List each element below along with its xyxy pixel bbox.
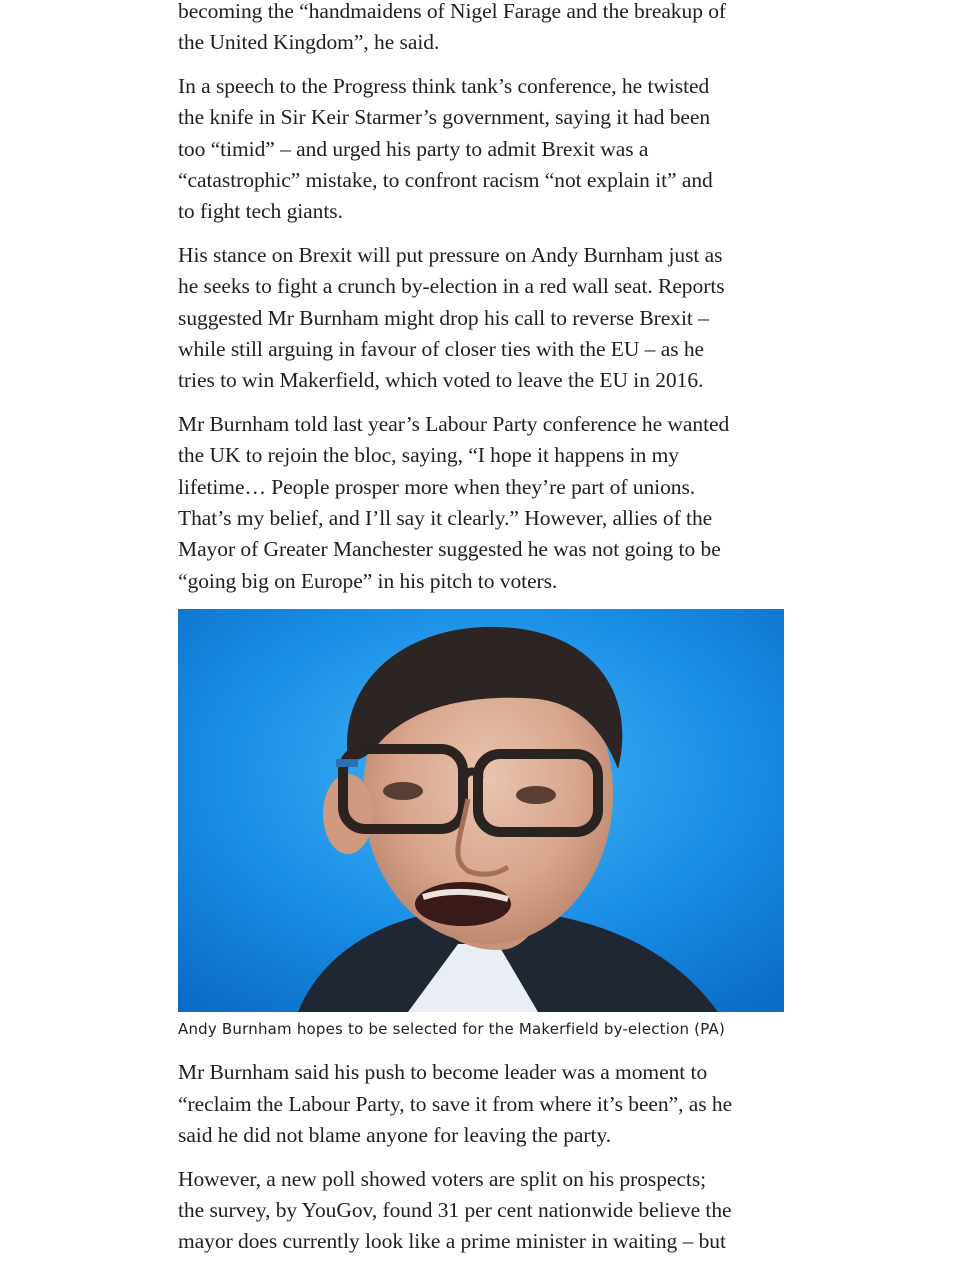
paragraph-line: suggested Mr Burnham might drop his call to reverse Brexit – (178, 305, 709, 330)
paragraph-line: the UK to rejoin the bloc, saying, “I hope it happens in my (178, 443, 679, 468)
article-paragraph (178, 409, 784, 597)
article-paragraph (178, 71, 784, 227)
paragraph-line: he seeks to fight a crunch by-election in a red wall seat. Reports (178, 274, 725, 299)
article-photo[interactable] (178, 609, 784, 1012)
article-figure (178, 609, 784, 1039)
article-paragraph (178, 1057, 784, 1151)
paragraph-line: mayor does currently look like a prime minister in waiting – but (178, 1229, 726, 1254)
paragraph-line: Mr Burnham said his push to become leader was a moment to (178, 1060, 708, 1085)
paragraph-line: However, a new poll showed voters are split on his prospects; (178, 1166, 707, 1191)
paragraph-line: too “timid” – and urged his party to admit Brexit was a (178, 136, 649, 161)
paragraph-line: while still arguing in favour of closer ties with the EU – as he (178, 336, 705, 361)
paragraph-line: “reclaim the Labour Party, to save it from where it’s been”, as he (178, 1091, 733, 1116)
paragraph-line: to fight tech giants. (178, 199, 343, 224)
paragraph-line: In a speech to the Progress think tank’s conference, he twisted (178, 74, 710, 99)
paragraph-line: Mr Burnham told last year’s Labour Party conference he wanted (178, 412, 730, 437)
paragraph-line: the knife in Sir Keir Starmer’s government, saying it had been (178, 105, 711, 130)
paragraph-line: His stance on Brexit will put pressure on Andy Burnham just as (178, 243, 723, 268)
paragraph-line: “catastrophic” mistake, to confront racism “not explain it” and (178, 167, 713, 192)
paragraph-line: becoming the “handmaidens of Nigel Farage and the breakup of (178, 0, 727, 23)
paragraph-line: That’s my belief, and I’ll say it clearly.” However, allies of the (178, 505, 713, 530)
paragraph-line: said he did not blame anyone for leaving the party. (178, 1122, 612, 1147)
paragraph-line: Mayor of Greater Manchester suggested he was not going to be (178, 537, 721, 562)
article-paragraph (178, 1164, 784, 1258)
paragraph-line: tries to win Makerfield, which voted to leave the EU in 2016. (178, 368, 704, 393)
article-paragraph (178, 0, 784, 59)
paragraph-line: lifetime… People prosper more when they’re part of unions. (178, 474, 696, 499)
paragraph-line: the United Kingdom”, he said. (178, 30, 440, 55)
photo-caption: Andy Burnham hopes to be selected for the Makerfield by-election (PA) (178, 1020, 726, 1039)
article-paragraph (178, 240, 784, 396)
paragraph-line: the survey, by YouGov, found 31 per cent nationwide believe the (178, 1198, 732, 1223)
paragraph-line: “going big on Europe” in his pitch to voters. (178, 568, 558, 593)
portrait-illustration (178, 609, 784, 1012)
article-body (178, 0, 784, 1270)
